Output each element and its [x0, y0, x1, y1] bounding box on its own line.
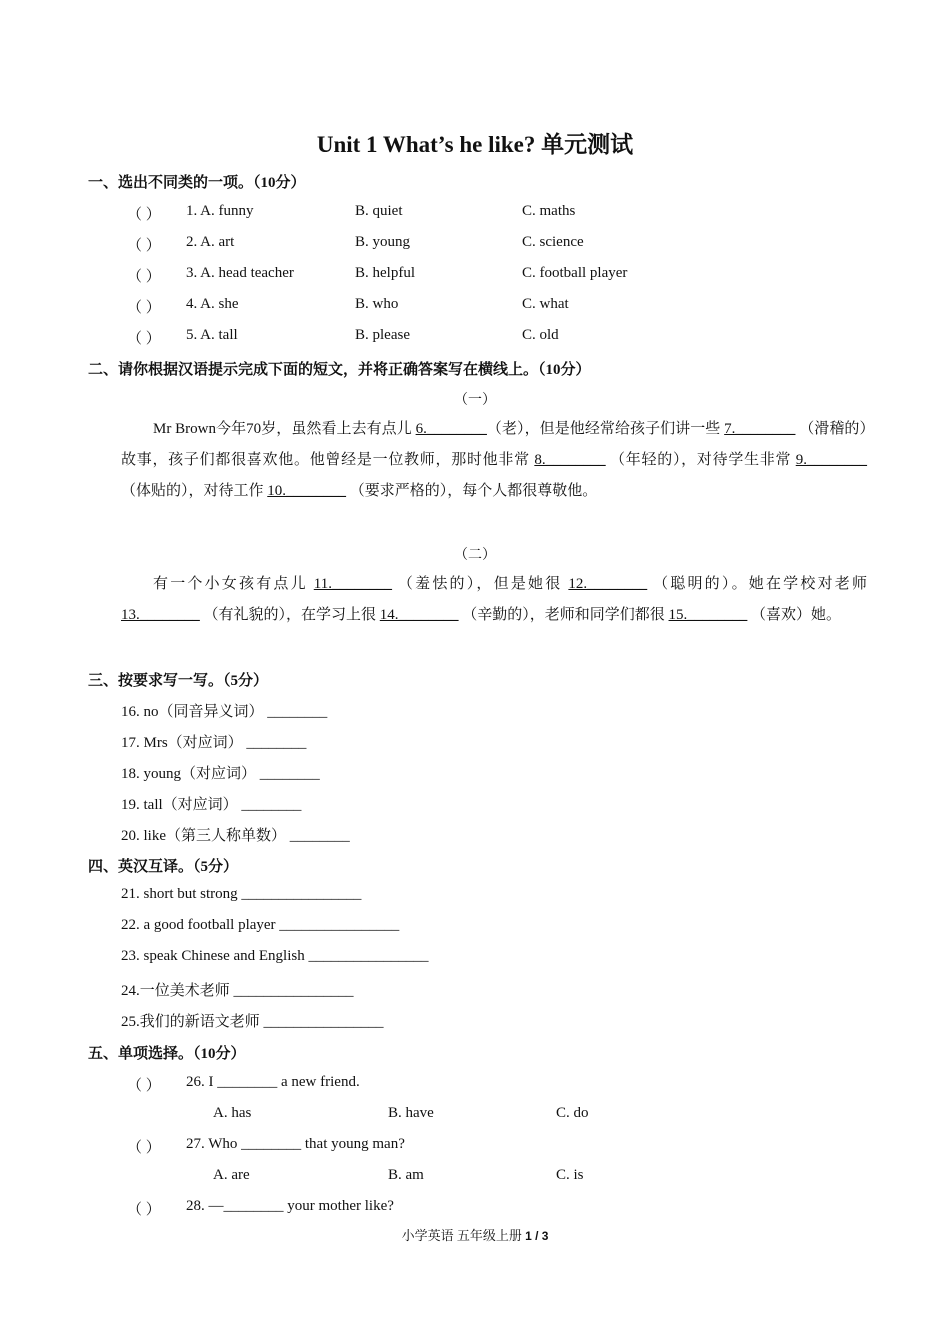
question-24: 24.一位美术老师 ________________ — [121, 983, 354, 999]
option-c: C. what — [522, 296, 569, 312]
blank-7[interactable]: 7.________ — [724, 421, 796, 437]
question-28: 28. —________ your mother like? — [186, 1198, 394, 1214]
answer-paren: （ ） — [127, 207, 161, 223]
option-a: 2. A. art — [186, 234, 235, 250]
passage-1: Mr Brown今年70岁，虽然看上去有点儿 6.________（老），但是他经常给孩子们讲一些 7.________ （滑稽的）故事，孩子们都很喜欢他。他曾经是一位教师，那时他非常 8.________ （年轻的），对待学生非常 9.________ （体贴的），对待工作 10.________ （要求严格的），每个人都很尊敬他。 — [121, 421, 867, 499]
answer-paren: （ ） — [127, 1078, 161, 1094]
question-16: 16. no（同音异义词） ________ — [121, 704, 328, 720]
blank-8[interactable]: 8.________ — [534, 452, 606, 468]
question-23: 23. speak Chinese and English ________________ — [121, 948, 429, 964]
question-27: 27. Who ________ that young man? — [186, 1136, 405, 1152]
question-18: 18. young（对应词） ________ — [121, 766, 320, 782]
blank-11[interactable]: 11.________ — [313, 576, 392, 592]
page-footer — [0, 1225, 950, 1244]
option-b: B. am — [388, 1167, 424, 1183]
option-c: C. science — [522, 234, 584, 250]
page-number: 1 / 3 — [525, 1229, 549, 1243]
answer-paren: （ ） — [127, 300, 161, 316]
option-b: B. have — [388, 1105, 434, 1121]
question-19: 19. tall（对应词） ________ — [121, 797, 302, 813]
option-c: C. do — [556, 1105, 589, 1121]
blank-14[interactable]: 14.________ — [379, 607, 459, 623]
section-3-heading: 三、按要求写一写。（5分） — [88, 673, 269, 689]
option-a: 3. A. head teacher — [186, 265, 294, 281]
option-b: B. please — [355, 327, 410, 343]
answer-paren: （ ） — [127, 1140, 161, 1156]
page-title: Unit 1 What’s he like? 单元测试 — [316, 132, 634, 157]
option-a: 4. A. she — [186, 296, 239, 312]
option-c: C. maths — [522, 203, 576, 219]
question-25: 25.我们的新语文老师 ________________ — [121, 1014, 384, 1030]
question-22: 22. a good football player ________________ — [121, 917, 400, 933]
option-a: A. are — [213, 1167, 250, 1183]
passage-2: 有一个小女孩有点儿 11.________ （羞怯的），但是她很 12.________ （聪明的）。她在学校对老师 13.________ （有礼貌的），在学习上很 14.________ （辛勤的），老师和同学们都很 15.________ （喜欢）她。 — [121, 576, 867, 623]
answer-paren: （ ） — [127, 331, 161, 347]
answer-paren: （ ） — [127, 269, 161, 285]
section-5-heading: 五、单项选择。（10分） — [88, 1046, 246, 1062]
blank-13[interactable]: 13.________ — [121, 607, 200, 623]
option-a: 1. A. funny — [186, 203, 254, 219]
blank-6[interactable]: 6.________ — [415, 421, 487, 437]
section-4-heading: 四、英汉互译。（5分） — [88, 859, 239, 875]
option-a: A. has — [213, 1105, 252, 1121]
option-b: B. quiet — [355, 203, 403, 219]
blank-15[interactable]: 15.________ — [668, 607, 748, 623]
section-2-heading: 二、请你根据汉语提示完成下面的短文，并将正确答案写在横线上。（10分） — [88, 362, 591, 378]
footer-text: 小学英语 五年级上册 — [401, 1228, 526, 1243]
question-20: 20. like（第三人称单数） ________ — [121, 828, 350, 844]
option-c: C. is — [556, 1167, 584, 1183]
answer-paren: （ ） — [127, 238, 161, 254]
question-21: 21. short but strong ________________ — [121, 886, 362, 902]
blank-9[interactable]: 9.________ — [795, 452, 867, 468]
blank-10[interactable]: 10.________ — [267, 483, 347, 499]
passage-1-label: （一） — [454, 393, 496, 408]
option-b: B. helpful — [355, 265, 415, 281]
option-c: C. football player — [522, 265, 628, 281]
section-1-heading: 一、选出不同类的一项。（10分） — [88, 175, 306, 191]
question-17: 17. Mrs（对应词） ________ — [121, 735, 307, 751]
answer-paren: （ ） — [127, 1202, 161, 1218]
option-a: 5. A. tall — [186, 327, 238, 343]
option-b: B. who — [355, 296, 399, 312]
passage-2-label: （二） — [454, 548, 496, 563]
blank-12[interactable]: 12.________ — [568, 576, 648, 592]
question-26: 26. I ________ a new friend. — [186, 1074, 360, 1090]
option-b: B. young — [355, 234, 411, 250]
option-c: C. old — [522, 327, 559, 343]
